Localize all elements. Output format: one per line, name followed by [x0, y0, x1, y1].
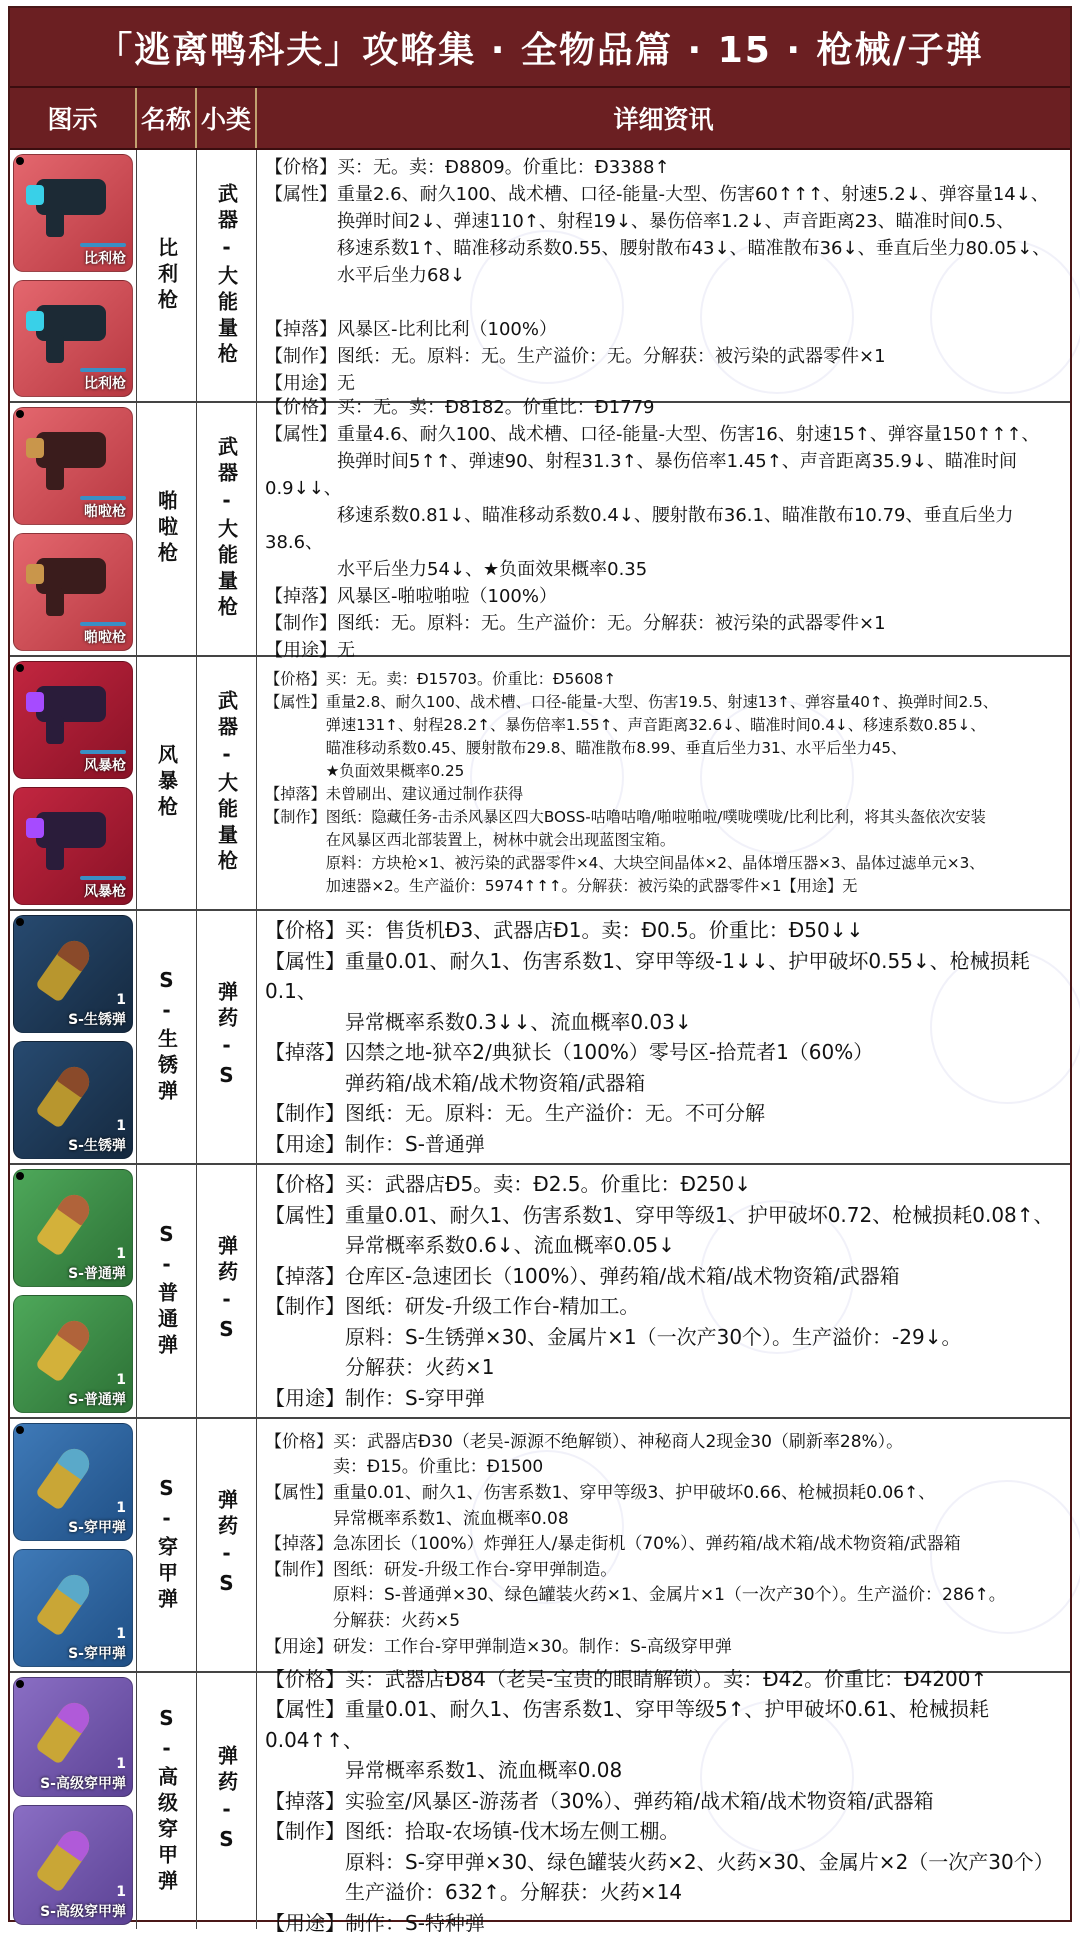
- item-type-cell: [197, 1165, 257, 1417]
- item-type-cell: [197, 657, 257, 909]
- item-icon-slot: [13, 1423, 133, 1541]
- item-type-cell: [197, 911, 257, 1163]
- bullet-icon: [35, 1189, 95, 1257]
- item-name-cell: [137, 1165, 197, 1417]
- detail-line: 移速系数0.81↓、瞄准移动系数0.4↓、腰射散布36.1、瞄准散布10.79、垂直后坐力38.6、: [265, 505, 1014, 553]
- item-type: 弹药-S: [214, 981, 239, 1093]
- item-type-cell: [197, 403, 257, 655]
- item-detail-cell: [257, 150, 1070, 401]
- guide-sheet: [8, 6, 1072, 1935]
- header-type: 小类: [197, 88, 257, 148]
- detail-line: 【制作】图纸：研发-升级工作台-精加工。: [265, 1294, 640, 1318]
- item-type: 弹药-S: [214, 1489, 239, 1601]
- detail-line: 水平后坐力54↓、★负面效果概率0.35: [265, 559, 648, 580]
- item-detail-cell: [257, 657, 1070, 909]
- item-icon-slot: [13, 407, 133, 525]
- item-image-cell: [10, 657, 137, 909]
- item-image-cell: [10, 403, 137, 655]
- detail-line: 【制作】图纸：无。原料：无。生产溢价：无。分解获：被污染的武器零件×1: [265, 346, 886, 367]
- table-row: [10, 657, 1070, 911]
- storm-gun-icon: [36, 812, 106, 848]
- item-name: S-高级穿甲弹: [154, 1706, 179, 1896]
- detail-line: 异常概率系数0.6↓、流血概率0.05↓: [265, 1233, 675, 1257]
- item-name-cell: [137, 911, 197, 1163]
- detail-line: 分解获：火药×1: [265, 1355, 495, 1379]
- table-row: [10, 1419, 1070, 1673]
- bullet-icon: [35, 1825, 95, 1893]
- item-name-cell: [137, 150, 197, 401]
- detail-line: 【制作】图纸：无。原料：无。生产溢价：无。不可分解: [265, 1101, 765, 1125]
- detail-line: 【属性】重量2.8、耐久100、战术槽、口径-能量-大型、伤害19.5、射速13↑、弹容量40↑、换弹时间2.5、: [265, 693, 998, 711]
- item-quantity: 1: [116, 1626, 126, 1642]
- detail-line: 【掉落】实验室/风暴区-游荡者（30%）、弹药箱/战术箱/战术物资箱/武器箱: [265, 1788, 934, 1813]
- detail-line: 【掉落】急冻团长（100%）炸弹狂人/暴走街机（70%）、弹药箱/战术箱/战术物资箱/武器箱: [265, 1534, 961, 1555]
- item-icon-slot: [13, 1295, 133, 1413]
- item-caption: 比利枪: [84, 250, 126, 267]
- detail-line: 【属性】重量0.01、耐久1、伤害系数1、穿甲等级5↑、护甲破坏0.61、枪械损耗0.04↑↑、: [265, 1697, 989, 1752]
- detail-line: 【掉落】囚禁之地-狱卒2/典狱长（100%）零号区-拾荒者1（60%）: [265, 1040, 874, 1064]
- detail-line: 【价格】买：售货机Đ3、武器店Đ1。卖：Đ0.5。价重比：Đ50↓↓: [265, 918, 864, 942]
- bullet-icon: [35, 935, 95, 1003]
- item-quantity: 1: [116, 1372, 126, 1388]
- table-row: [10, 397, 1070, 661]
- detail-line: 【制作】图纸：隐藏任务-击杀风暴区四大BOSS-咕噜咕噜/啪啦啪啦/噗咙噗咙/比利比利，将其头盔依次安装: [265, 808, 986, 826]
- detail-line: 原料：方块枪×1、被污染的武器零件×4、大块空间晶体×2、晶体增压器×3、晶体过滤单元×3、: [265, 854, 985, 872]
- item-name-cell: [137, 403, 197, 655]
- detail-line: 【价格】买：武器店Đ84（老吴-宝贵的眼睛解锁）。卖：Đ42。价重比：Đ4200↑: [265, 1666, 988, 1691]
- detail-line: 【用途】制作：S-特种弹: [265, 1910, 485, 1935]
- item-icon-slot: [13, 1041, 133, 1159]
- item-type-cell: [197, 1673, 257, 1929]
- item-icon-slot: [13, 1169, 133, 1287]
- item-name: 风暴枪: [154, 744, 179, 822]
- item-caption: S-生锈弹: [68, 1138, 126, 1154]
- detail-line: 分解获：火药×5: [265, 1610, 461, 1631]
- item-detail-cell: [257, 1165, 1070, 1417]
- storm-gun-icon: [36, 686, 106, 722]
- item-caption: S-穿甲弹: [68, 1646, 126, 1662]
- detail-line: 异常概率系数0.3↓↓、流血概率0.03↓: [265, 1009, 692, 1034]
- heavy-gun-icon: [36, 558, 106, 594]
- detail-line: 【属性】重量0.01、耐久1、伤害系数1、穿甲等级1、护甲破坏0.72、枪械损耗0.08↑、: [265, 1202, 1054, 1227]
- energy-gun-icon: [36, 179, 106, 215]
- item-type: 武器-大能量枪: [214, 436, 239, 622]
- item-caption: 风暴枪: [84, 758, 126, 774]
- detail-line: 【价格】买：无。卖：Đ8182。价重比：Đ1779: [265, 397, 655, 418]
- detail-line: 弹药箱/战术箱/战术物资箱/武器箱: [265, 1070, 646, 1095]
- item-image-cell: [10, 1165, 137, 1417]
- detail-line: 原料：S-生锈弹×30、金属片×1（一次产30个）。生产溢价：-29↓。: [265, 1324, 962, 1349]
- detail-line: 水平后坐力68↓: [265, 265, 465, 286]
- item-caption: 比利枪: [84, 376, 126, 392]
- bullet-icon: [35, 1315, 95, 1383]
- table-row: [10, 1165, 1070, 1419]
- detail-line: [265, 289, 1062, 316]
- page-title: 「逃离鸭科夫」攻略集 · 全物品篇 · 15 · 枪械/子弹: [96, 29, 984, 71]
- item-icon-slot: [13, 787, 133, 905]
- item-quantity: 1: [116, 1246, 126, 1262]
- table-row: [10, 150, 1070, 403]
- item-type: 武器-大能量枪: [214, 182, 239, 369]
- detail-line: 【掉落】仓库区-急速团长（100%）、弹药箱/战术箱/战术物资箱/武器箱: [265, 1263, 900, 1288]
- detail-line: ★负面效果概率0.25: [265, 762, 465, 780]
- detail-line: 【属性】重量2.6、耐久100、战术槽、口径-能量-大型、伤害60↑↑↑、射速5.2↓、弹容量14↓、: [265, 184, 1049, 205]
- detail-line: 【掉落】风暴区-比利比利（100%）: [265, 319, 557, 340]
- item-name: S-普通弹: [154, 1222, 179, 1360]
- detail-line: 异常概率系数1、流血概率0.08: [265, 1758, 623, 1783]
- detail-line: 【用途】制作：S-穿甲弹: [265, 1385, 485, 1410]
- item-quantity: 1: [116, 1500, 126, 1516]
- item-icon-slot: [13, 154, 133, 272]
- item-caption: S-普通弹: [68, 1266, 126, 1282]
- detail-line: 异常概率系数1、流血概率0.08: [265, 1508, 569, 1529]
- item-name: S-生锈弹: [154, 968, 179, 1106]
- detail-line: 弹速131↑、射程28.2↑、暴伤倍率1.55↑、声音距离32.6↓、瞄准时间0.4↓、移速系数0.85↓、: [265, 716, 986, 734]
- detail-line: 【价格】买：无。卖：Đ8809。价重比：Đ3388↑: [265, 157, 670, 178]
- bullet-icon: [35, 1569, 95, 1637]
- detail-line: 【制作】图纸：无。原料：无。生产溢价：无。分解获：被污染的武器零件×1: [265, 613, 886, 634]
- header-detail: 详细资讯: [613, 105, 714, 134]
- item-icon-slot: [13, 1677, 133, 1797]
- table-header: [10, 88, 1070, 150]
- item-icon-slot: [13, 533, 133, 651]
- detail-line: 瞄准移动系数0.45、腰射散布29.8、瞄准散布8.99、垂直后坐力31、水平后坐力45、: [265, 739, 907, 757]
- item-detail-cell: [257, 1419, 1070, 1671]
- detail-line: 加速器×2。生产溢价：5974↑↑↑。分解获：被污染的武器零件×1【用途】无: [265, 877, 858, 895]
- item-icon-slot: [13, 661, 133, 779]
- detail-line: 【掉落】未曾刷出、建议通过制作获得: [265, 785, 524, 803]
- item-caption: S-高级穿甲弹: [40, 1776, 126, 1792]
- detail-line: 【用途】研发：工作台-穿甲弹制造×30。制作：S-高级穿甲弹: [265, 1636, 732, 1657]
- item-type: 弹药-S: [214, 1235, 239, 1347]
- item-table: [10, 150, 1070, 1935]
- item-quantity: 1: [116, 992, 126, 1008]
- detail-line: 【掉落】风暴区-啪啦啪啦（100%）: [265, 586, 557, 607]
- item-quantity: 1: [116, 1118, 126, 1134]
- detail-line: 【属性】重量4.6、耐久100、战术槽、口径-能量-大型、伤害16、射速15↑、弹容量150↑↑↑、: [265, 424, 1040, 445]
- bullet-icon: [35, 1697, 95, 1765]
- item-name: 啪啦枪: [154, 490, 179, 568]
- detail-line: 卖：Đ15。价重比：Đ1500: [265, 1457, 544, 1478]
- item-image-cell: [10, 1673, 137, 1929]
- header-name: 名称: [137, 88, 197, 148]
- detail-line: 换弹时间5↑↑、弹速90、射程31.3↑、暴伤倍率1.45↑、声音距离35.9↓、瞄准时间0.9↓↓、: [265, 451, 1017, 499]
- item-detail-cell: [257, 397, 1070, 661]
- detail-line: 在风暴区西北部装置上，树林中就会出现蓝图宝箱。: [265, 831, 676, 849]
- table-row: [10, 1666, 1070, 1935]
- bullet-icon: [35, 1061, 95, 1129]
- item-type-cell: [197, 150, 257, 401]
- item-icon-slot: [13, 1805, 133, 1925]
- detail-line: 【价格】买：武器店Đ5。卖：Đ2.5。价重比：Đ250↓: [265, 1172, 751, 1196]
- item-type: 武器-大能量枪: [214, 690, 239, 876]
- item-caption: 啪啦枪: [84, 504, 126, 520]
- item-caption: 啪啦枪: [84, 630, 126, 646]
- detail-line: 原料：S-普通弹×30、绿色罐装火药×1、金属片×1（一次产30个）。生产溢价：286↑。: [265, 1585, 1006, 1606]
- item-icon-slot: [13, 915, 133, 1033]
- item-quantity: 1: [116, 1756, 126, 1772]
- item-caption: 风暴枪: [84, 884, 126, 900]
- item-name-cell: [137, 1673, 197, 1929]
- detail-line: 【制作】图纸：拾取-农场镇-伐木场左侧工棚。: [265, 1819, 680, 1844]
- item-quantity: 1: [116, 1884, 126, 1900]
- detail-line: 【用途】制作：S-普通弹: [265, 1131, 485, 1156]
- item-detail-cell: [257, 1666, 1070, 1935]
- bullet-icon: [35, 1443, 95, 1511]
- item-caption: S-高级穿甲弹: [40, 1904, 126, 1920]
- detail-line: 【用途】无: [265, 640, 355, 661]
- detail-line: 移速系数1↑、瞄准移动系数0.55、腰射散布43↓、瞄准散布36↓、垂直后坐力80.05↓、: [265, 238, 1051, 259]
- header-image: 图示: [10, 88, 137, 148]
- item-type: 弹药-S: [214, 1745, 239, 1857]
- detail-line: 【价格】买：武器店Đ30（老吴-源源不绝解锁）、神秘商人2现金30（刷新率28%）。: [265, 1431, 904, 1452]
- detail-line: 【属性】重量0.01、耐久1、伤害系数1、穿甲等级3、护甲破坏0.66、枪械损耗0.06↑、: [265, 1483, 936, 1504]
- title-bar: [10, 8, 1070, 88]
- energy-gun-icon: [36, 305, 106, 341]
- item-icon-slot: [13, 280, 133, 398]
- item-icon-slot: [13, 1549, 133, 1667]
- item-image-cell: [10, 911, 137, 1163]
- item-image-cell: [10, 150, 137, 401]
- item-name-cell: [137, 657, 197, 909]
- detail-line: 原料：S-穿甲弹×30、绿色罐装火药×2、火药×30、金属片×2（一次产30个）: [265, 1849, 1054, 1874]
- item-image-cell: [10, 1419, 137, 1671]
- detail-line: 生产溢价：632↑。分解获：火药×14: [265, 1880, 683, 1905]
- detail-line: 【价格】买：无。卖：Đ15703。价重比：Đ5608↑: [265, 670, 617, 688]
- item-name: S-穿甲弹: [154, 1476, 179, 1614]
- item-caption: S-穿甲弹: [68, 1520, 126, 1536]
- item-caption: S-普通弹: [68, 1392, 126, 1408]
- item-name: 比利枪: [154, 236, 179, 315]
- detail-line: 【制作】图纸：研发-升级工作台-穿甲弹制造。: [265, 1559, 618, 1580]
- detail-line: 【用途】无: [265, 373, 355, 394]
- table-row: [10, 911, 1070, 1165]
- detail-line: 【属性】重量0.01、耐久1、伤害系数1、穿甲等级-1↓↓、护甲破坏0.55↓、枪械损耗0.1、: [265, 948, 1030, 1003]
- item-name-cell: [137, 1419, 197, 1671]
- detail-line: 换弹时间2↓、弹速110↑、射程19↓、暴伤倍率1.2↓、声音距离23、瞄准时间0.5、: [265, 211, 1015, 232]
- item-caption: S-生锈弹: [68, 1012, 126, 1028]
- item-detail-cell: [257, 911, 1070, 1163]
- heavy-gun-icon: [36, 432, 106, 468]
- item-type-cell: [197, 1419, 257, 1671]
